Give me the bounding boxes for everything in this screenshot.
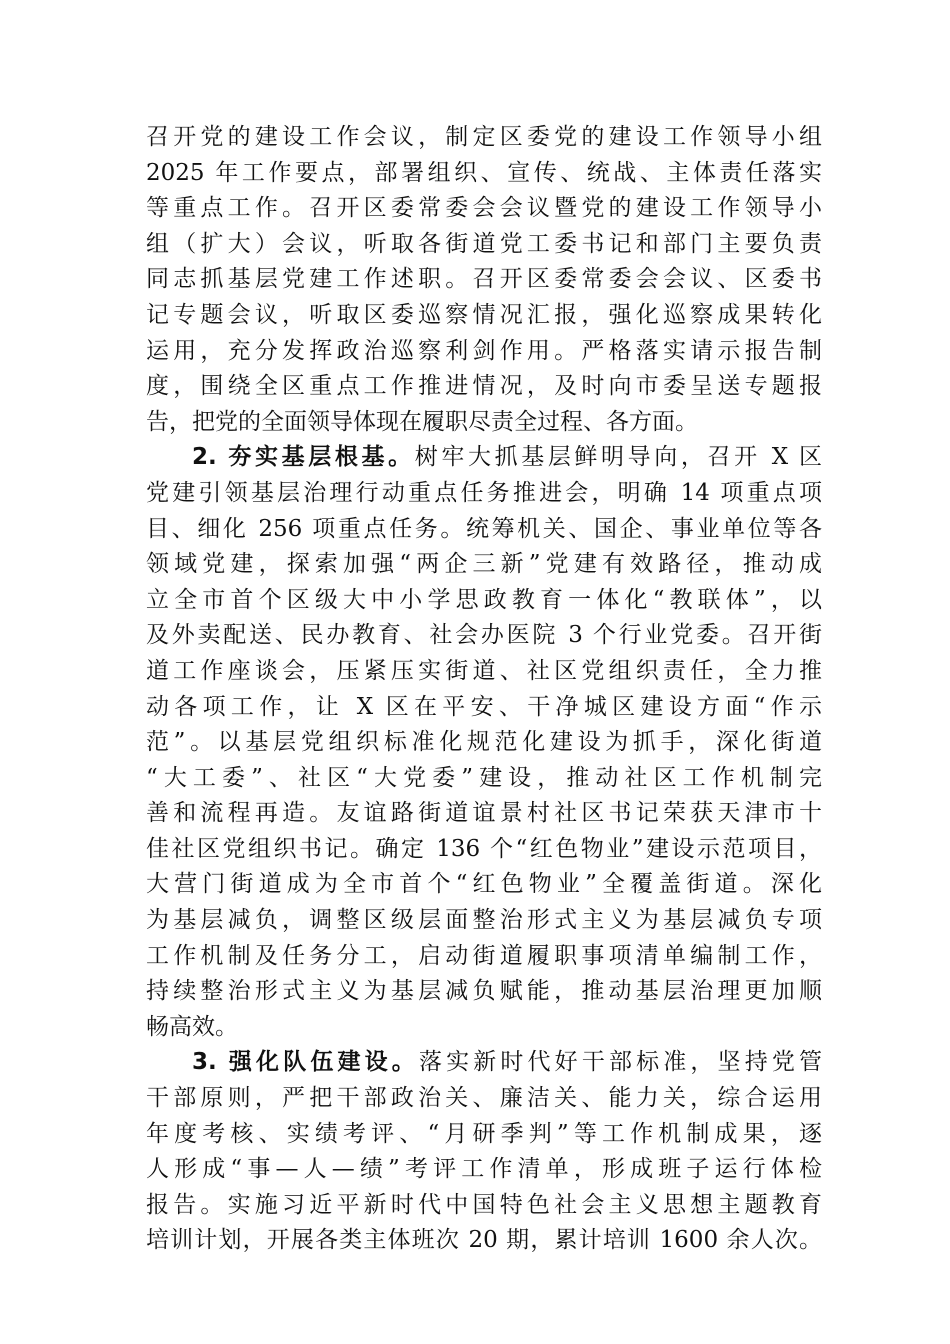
text-line: 告，把党的全面领导体现在履职尽责全过程、各方面。 — [146, 408, 698, 435]
text-line: 动各项工作，让 X 区在平安、干净城区建设方面“作示 — [146, 693, 822, 720]
text-line: 为基层减负，调整区级层面整治形式主义为基层减负专项 — [146, 907, 822, 934]
text-line: 立全市首个区级大中小学思政教育一体化“教联体”，以 — [146, 586, 822, 613]
paragraph-1 — [146, 120, 822, 440]
text-line: 运用，充分发挥政治巡察利剑作用。严格落实请示报告制 — [146, 337, 822, 364]
text-line: 目、细化 256 项重点任务。统筹机关、国企、事业单位等各 — [146, 515, 822, 542]
text-run: 树牢大抓基层鲜明导向，召开 X 区 — [414, 444, 823, 471]
text-line: 人形成“事—人—绩”考评工作清单，形成班子运行体检 — [146, 1156, 822, 1183]
text-line: “大工委”、社区“大党委”建设，推动社区工作机制完 — [146, 764, 822, 791]
text-line: 畅高效。 — [146, 1013, 238, 1040]
text-line: 道工作座谈会，压紧压实街道、社区党组织责任，全力推 — [146, 657, 822, 684]
text-line: 记专题会议，听取区委巡察情况汇报，强化巡察成果转化 — [146, 301, 822, 328]
text-line: 范”。以基层党组织标准化规范化建设为抓手，深化街道 — [146, 729, 822, 756]
text-line: 度，围绕全区重点工作推进情况，及时向市委呈送专题报 — [146, 373, 822, 400]
paragraph-3 — [146, 1045, 822, 1259]
paragraph-first-line — [146, 1045, 822, 1081]
text-line: 2025 年工作要点，部署组织、宣传、统战、主体责任落实 — [146, 159, 822, 186]
paragraph-first-line — [146, 440, 822, 476]
section-heading: 2. 夯实基层根基。 — [192, 444, 415, 471]
text-line: 佳社区党组织书记。确定 136 个“红色物业”建设示范项目， — [146, 835, 822, 862]
text-line: 及外卖配送、民办教育、社会办医院 3 个行业党委。召开街 — [146, 622, 822, 649]
text-line: 报告。实施习近平新时代中国特色社会主义思想主题教育 — [146, 1191, 822, 1218]
text-run: 落实新时代好干部标准，坚持党管 — [418, 1049, 823, 1076]
document-body — [146, 120, 822, 1259]
text-line: 持续整治形式主义为基层减负赋能，推动基层治理更加顺 — [146, 978, 822, 1005]
text-line: 大营门街道成为全市首个“红色物业”全覆盖街道。深化 — [146, 871, 822, 898]
text-line: 工作机制及任务分工，启动街道履职事项清单编制工作， — [146, 942, 822, 969]
text-line: 同志抓基层党建工作述职。召开区委常委会会议、区委书 — [146, 266, 822, 293]
text-line: 善和流程再造。友谊路街道谊景村社区书记荣获天津市十 — [146, 800, 822, 827]
text-line: 等重点工作。召开区委常委会会议暨党的建设工作领导小 — [146, 195, 822, 222]
text-line: 组（扩大）会议，听取各街道党工委书记和部门主要负责 — [146, 230, 822, 257]
text-line: 党建引领基层治理行动重点任务推进会，明确 14 项重点项 — [146, 479, 822, 506]
text-line: 培训计划，开展各类主体班次 20 期，累计培训 1600 余人次。 — [146, 1227, 822, 1254]
section-heading: 3. 强化队伍建设。 — [192, 1049, 419, 1076]
text-line: 召开党的建设工作会议，制定区委党的建设工作领导小组 — [146, 124, 822, 150]
paragraph-2 — [146, 440, 822, 1045]
text-line: 领域党建，探索加强“两企三新”党建有效路径，推动成 — [146, 551, 822, 578]
text-line: 干部原则，严把干部政治关、廉洁关、能力关，综合运用 — [146, 1085, 822, 1112]
text-line: 年度考核、实绩考评、“月研季判”等工作机制成果，逐 — [146, 1120, 822, 1147]
